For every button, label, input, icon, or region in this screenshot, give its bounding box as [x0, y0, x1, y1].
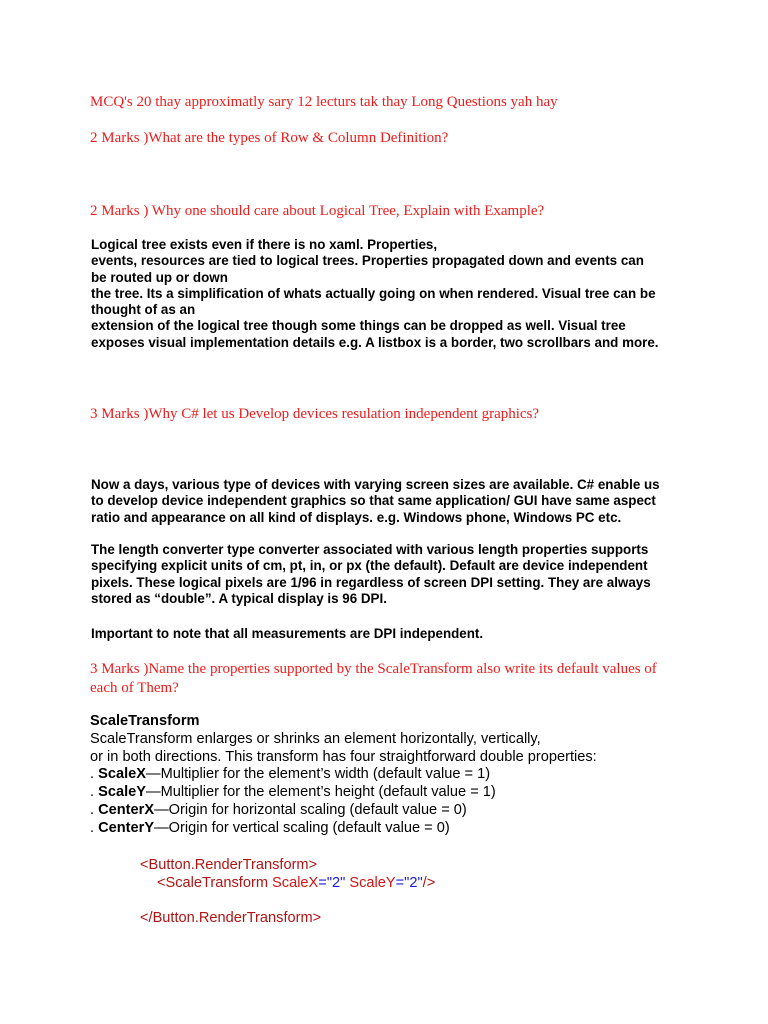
property-item — [90, 820, 597, 838]
answer-line: to develop device independent graphics so that same application/ GUI have same aspect — [91, 493, 656, 509]
answer-line: thought of as an — [91, 302, 196, 318]
code-attribute-value: "2" — [404, 875, 423, 891]
property-item — [90, 784, 597, 802]
answer-line: the tree. Its a simplification of whats actually going on when rendered. Visual tree can be — [91, 285, 656, 301]
question-2: 2 Marks ) Why one should care about Logical Tree, Explain with Example? — [90, 203, 545, 219]
property-item — [90, 766, 597, 784]
answer-line: ScaleTransform enlarges or shrinks an element horizontally, vertically, — [90, 730, 541, 747]
answer-line: exposes visual implementation details e.g. A listbox is a border, two scrollbars and more. — [91, 334, 659, 350]
code-element-end: /> — [422, 875, 436, 891]
answer-2-logical-tree — [91, 237, 659, 351]
property-item — [90, 802, 597, 820]
property-name: CenterX — [98, 801, 155, 818]
answer-line: Important to note that all measurements are DPI independent. — [91, 626, 484, 641]
code-close-tag: </Button.RenderTransform> — [140, 910, 322, 926]
code-attribute-name: ScaleY — [349, 875, 396, 891]
section-heading: ScaleTransform — [90, 713, 200, 729]
answer-3-paragraph-2 — [91, 542, 651, 607]
bullet: . — [90, 784, 99, 801]
answer-line: ratio and appearance on all kind of displays. e.g. Windows phone, Windows PC etc. — [91, 509, 622, 525]
code-equals: = — [395, 875, 405, 891]
property-name: ScaleY — [98, 784, 146, 801]
answer-3-paragraph-1 — [91, 477, 660, 526]
code-attribute-name: ScaleX — [272, 875, 319, 891]
answer-line: The length converter type converter associated with various length properties supports — [91, 542, 649, 557]
code-element-start: <ScaleTransform — [157, 875, 273, 891]
answer-line: be routed up or down — [91, 269, 228, 285]
property-description: —Multiplier for the element’s height (default value = 1) — [145, 784, 496, 801]
property-description: —Origin for vertical scaling (default value = 0) — [154, 819, 450, 836]
answer-line: Logical tree exists even if there is no xaml. Properties, — [91, 237, 438, 252]
exam-intro-note: MCQ's 20 thay approximatly sary 12 lecturs tak thay Long Questions yah hay — [90, 94, 558, 110]
bullet: . — [90, 819, 99, 836]
answer-line: events, resources are tied to logical trees. Properties propagated down and events can — [91, 253, 644, 269]
question-4 — [90, 660, 657, 698]
bullet: . — [90, 766, 99, 783]
code-scaletransform-line — [157, 874, 435, 892]
property-name: ScaleX — [98, 766, 146, 783]
answer-line: pixels. These logical pixels are 1/96 in regardless of screen DPI setting. They are always — [91, 574, 651, 590]
question-3: 3 Marks )Why C# let us Develop devices resulation independent graphics? — [90, 406, 540, 422]
answer-line: Now a days, various type of devices with varying screen sizes are available. C# enable us — [91, 477, 660, 492]
code-open-tag: <Button.RenderTransform> — [140, 857, 318, 873]
question-1: 2 Marks )What are the types of Row & Column Definition? — [90, 130, 449, 146]
answer-line: or in both directions. This transform has four straightforward double properties: — [90, 748, 597, 765]
code-equals: = — [318, 875, 327, 891]
property-name: CenterY — [98, 819, 155, 836]
property-description: —Multiplier for the element’s width (default value = 1) — [145, 766, 491, 783]
answer-4-scaletransform — [90, 713, 597, 838]
code-attribute-value: "2" — [326, 875, 346, 891]
answer-3-paragraph-3 — [91, 626, 483, 642]
answer-line: extension of the logical tree though some things can be dropped as well. Visual tree — [91, 318, 626, 334]
question-line: each of Them? — [90, 680, 179, 696]
answer-line: specifying explicit units of cm, pt, in, or px (the default). Default are device independent — [91, 558, 648, 574]
answer-line: stored as “double”. A typical display is 96 DPI. — [91, 590, 387, 606]
question-line: 3 Marks )Name the properties supported by the ScaleTransform also write its default values of — [90, 661, 657, 677]
property-description: —Origin for horizontal scaling (default value = 0) — [154, 801, 467, 818]
bullet: . — [90, 801, 99, 818]
